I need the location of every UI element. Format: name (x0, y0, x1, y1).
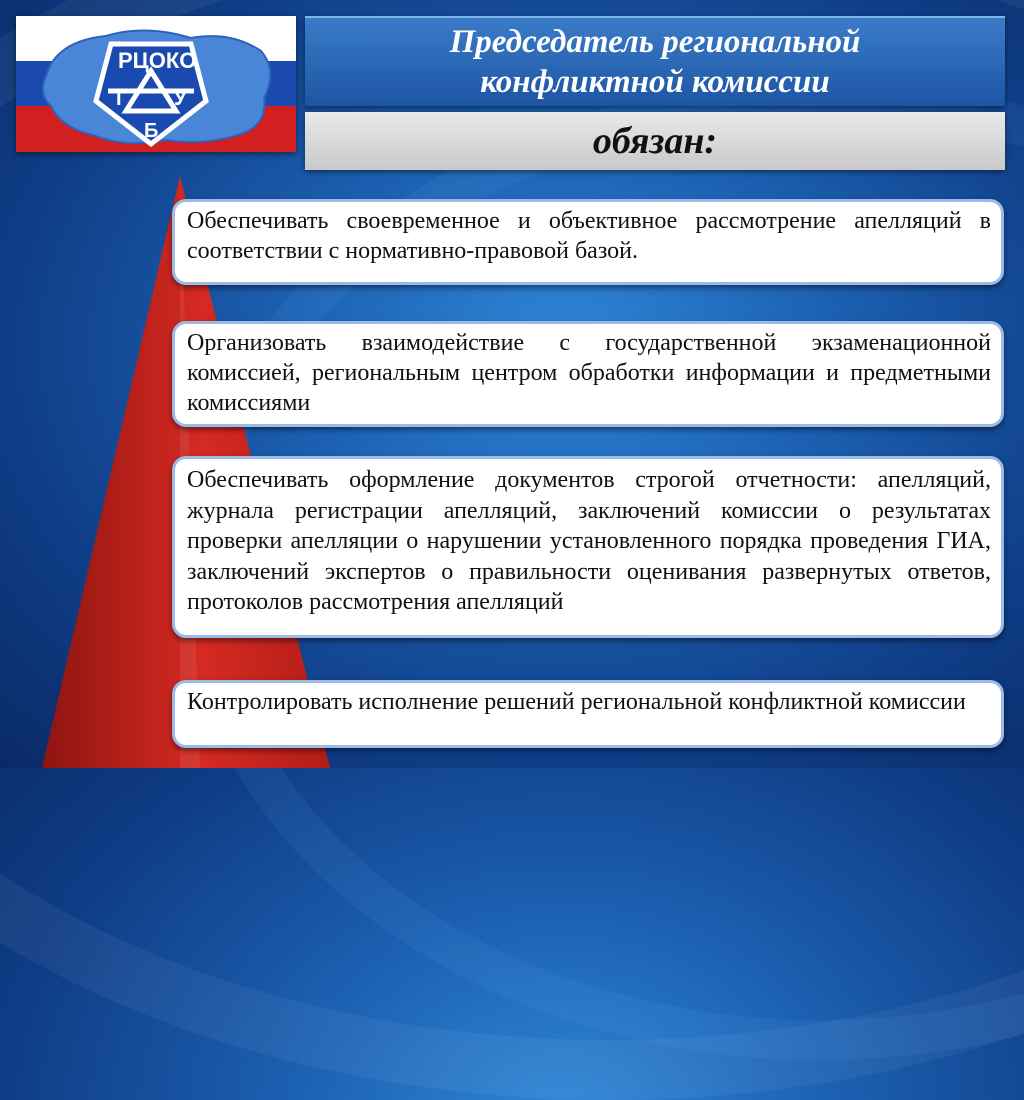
logo-panel (16, 16, 296, 152)
duty-text-2: Организовать взаимодействие с государственной экзаменационной комиссией, региональным центром обработки информации и предметными комиссиями (187, 330, 991, 416)
duty-text-4: Контролировать исполнение решений региональной конфликтной комиссии (187, 689, 966, 715)
duty-box-1 (172, 199, 1004, 285)
subtitle-banner (305, 112, 1005, 170)
duty-box-3 (172, 456, 1004, 638)
logo-letter-g: Г (116, 88, 128, 110)
logo-letter-u: У (174, 88, 187, 110)
duty-box-4 (172, 680, 1004, 748)
duty-box-2 (172, 321, 1004, 427)
subtitle-text: обязан: (592, 120, 718, 162)
duty-text-1: Обеспечивать своевременное и объективное рассмотрение апелляций в соответствии с нормативно-правовой базой. (187, 208, 991, 264)
logo-letter-b: Б (144, 120, 159, 142)
title-line-2: конфликтной комиссии (480, 64, 830, 100)
logo-brand-text: РЦОКО (118, 48, 197, 73)
duty-text-3: Обеспечивать оформление документов строгой отчетности: апелляций, журнала регистрации апелляций, заключений комиссии о результатах проверки апелляции о нарушении установленного порядка проведения ГИА, заключений экспертов о правильности оценивания развернутых ответов, протоколов рассмотрения апелляций (187, 467, 991, 615)
title-banner (305, 16, 1005, 106)
title-line-1: Председатель региональной (449, 24, 861, 60)
